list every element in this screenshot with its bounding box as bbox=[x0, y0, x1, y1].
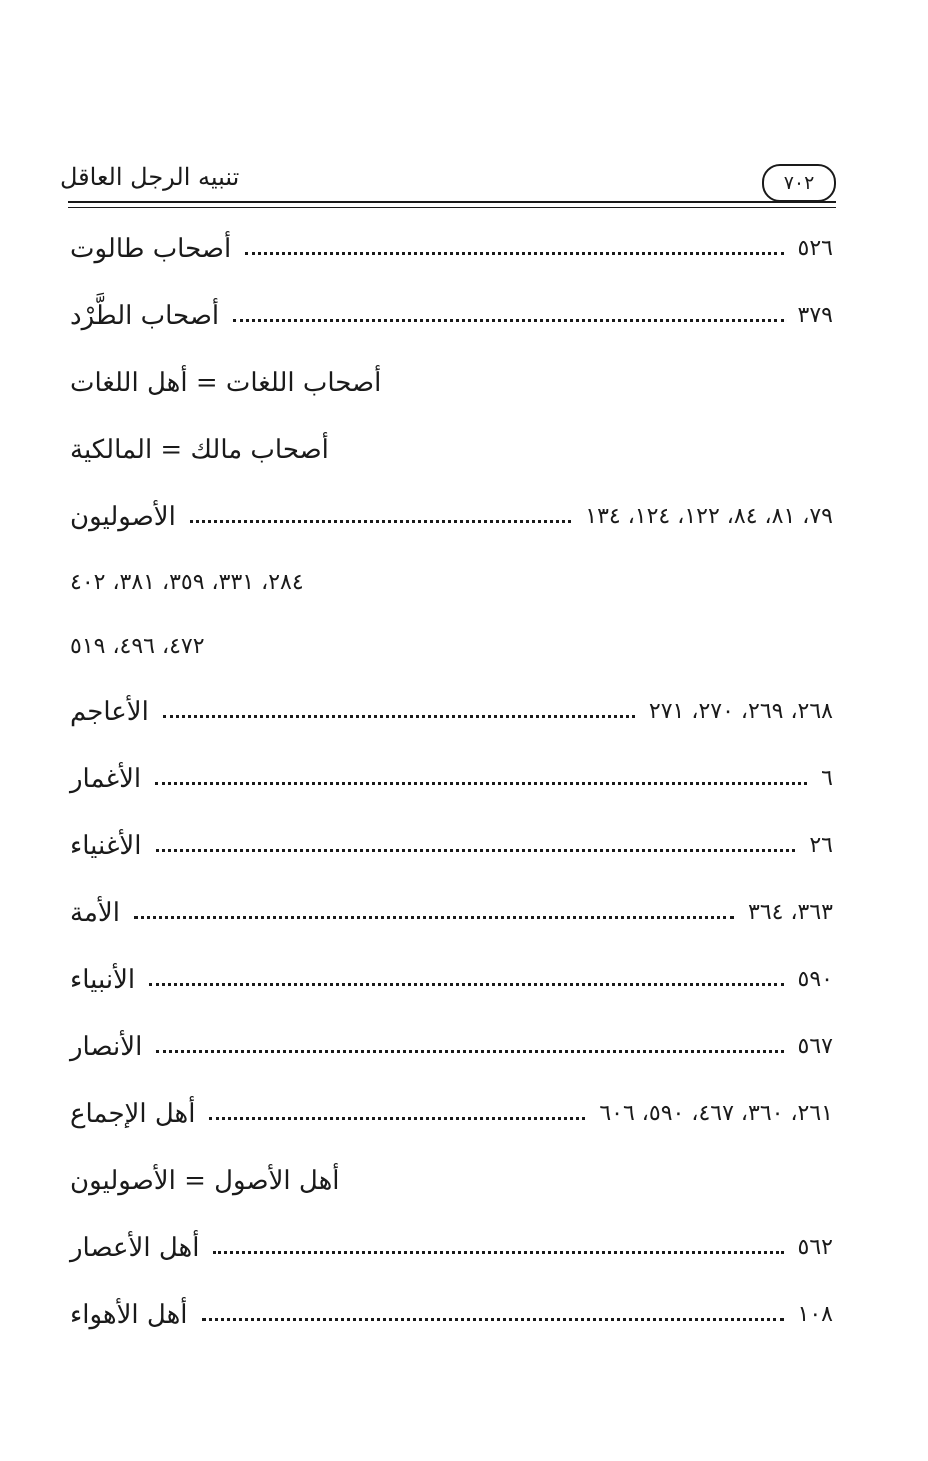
entry-term: الأصوليون bbox=[70, 501, 176, 532]
entry-pages: ٧٩، ٨١، ٨٤، ١٢٢، ١٢٤، ١٣٤ bbox=[585, 504, 833, 529]
index-entry bbox=[70, 1080, 833, 1147]
index-entry bbox=[70, 483, 833, 550]
index-entry bbox=[70, 812, 833, 879]
entry-term: الأغنياء bbox=[70, 830, 142, 861]
leader-dots bbox=[245, 252, 783, 255]
page-number-badge bbox=[762, 164, 836, 202]
entry-term: الأعاجم bbox=[70, 696, 149, 727]
index-entry bbox=[70, 282, 833, 349]
entry-term: أصحاب الطَّرْد bbox=[70, 300, 220, 331]
index-entry bbox=[70, 1214, 833, 1281]
entry-term: أصحاب اللغات = أهل اللغات bbox=[70, 367, 382, 398]
entry-pages: ٥٦٢ bbox=[797, 1235, 833, 1260]
entry-pages: ٥٦٧ bbox=[797, 1034, 833, 1059]
entry-pages: ٣٧٩ bbox=[797, 303, 833, 328]
leader-dots bbox=[213, 1251, 783, 1254]
index-cross-reference bbox=[70, 349, 833, 416]
entry-pages: ٢٦٨، ٢٦٩، ٢٧٠، ٢٧١ bbox=[648, 699, 833, 724]
index-entry bbox=[70, 1013, 833, 1080]
entry-pages: ١٠٨ bbox=[797, 1302, 833, 1327]
entry-continuation bbox=[70, 550, 833, 614]
index-entry bbox=[70, 215, 833, 282]
leader-dots bbox=[233, 319, 783, 322]
header-rule-thick bbox=[68, 201, 836, 203]
index-entry bbox=[70, 946, 833, 1013]
index-cross-reference bbox=[70, 1147, 833, 1214]
entry-pages: ٢٦ bbox=[809, 833, 833, 858]
entry-pages: ٦ bbox=[821, 766, 833, 791]
entry-pages: ٤٧٢، ٤٩٦، ٥١٩ bbox=[70, 633, 205, 659]
index-entries bbox=[70, 215, 833, 1348]
index-entry bbox=[70, 678, 833, 745]
entry-pages: ٢٨٤، ٣٣١، ٣٥٩، ٣٨١، ٤٠٢ bbox=[70, 569, 304, 595]
running-title: تنبيه الرجل العاقل bbox=[60, 163, 240, 191]
entry-term: أصحاب مالك = المالكية bbox=[70, 434, 329, 465]
page-header bbox=[0, 150, 928, 210]
entry-term: الأنصار bbox=[70, 1031, 143, 1062]
entry-term: أهل الأعصار bbox=[70, 1232, 200, 1263]
entry-pages: ٥٩٠ bbox=[797, 967, 833, 992]
entry-term: الأنبياء bbox=[70, 964, 136, 995]
index-cross-reference bbox=[70, 416, 833, 483]
header-rule-thin bbox=[68, 207, 836, 208]
entry-term: أهل الإجماع bbox=[70, 1098, 196, 1129]
leader-dots bbox=[134, 916, 734, 919]
leader-dots bbox=[156, 1050, 783, 1053]
entry-term: أهل الأصول = الأصوليون bbox=[70, 1165, 340, 1196]
page-number: ٧٠٢ bbox=[783, 172, 815, 194]
entry-continuation bbox=[70, 614, 833, 678]
entry-pages: ٣٦٣، ٣٦٤ bbox=[748, 900, 833, 925]
leader-dots bbox=[202, 1318, 784, 1321]
leader-dots bbox=[163, 715, 635, 718]
entry-term: أهل الأهواء bbox=[70, 1299, 188, 1330]
leader-dots bbox=[149, 983, 783, 986]
leader-dots bbox=[156, 849, 796, 852]
entry-pages: ٢٦١، ٣٦٠، ٤٦٧، ٥٩٠، ٦٠٦ bbox=[599, 1101, 833, 1126]
index-entry bbox=[70, 879, 833, 946]
leader-dots bbox=[209, 1117, 585, 1120]
index-entry bbox=[70, 1281, 833, 1348]
entry-term: الأمة bbox=[70, 897, 120, 928]
entry-term: الأغمار bbox=[70, 763, 142, 794]
leader-dots bbox=[155, 782, 807, 785]
leader-dots bbox=[190, 520, 571, 523]
entry-pages: ٥٢٦ bbox=[797, 236, 833, 261]
index-entry bbox=[70, 745, 833, 812]
entry-term: أصحاب طالوت bbox=[70, 233, 232, 264]
